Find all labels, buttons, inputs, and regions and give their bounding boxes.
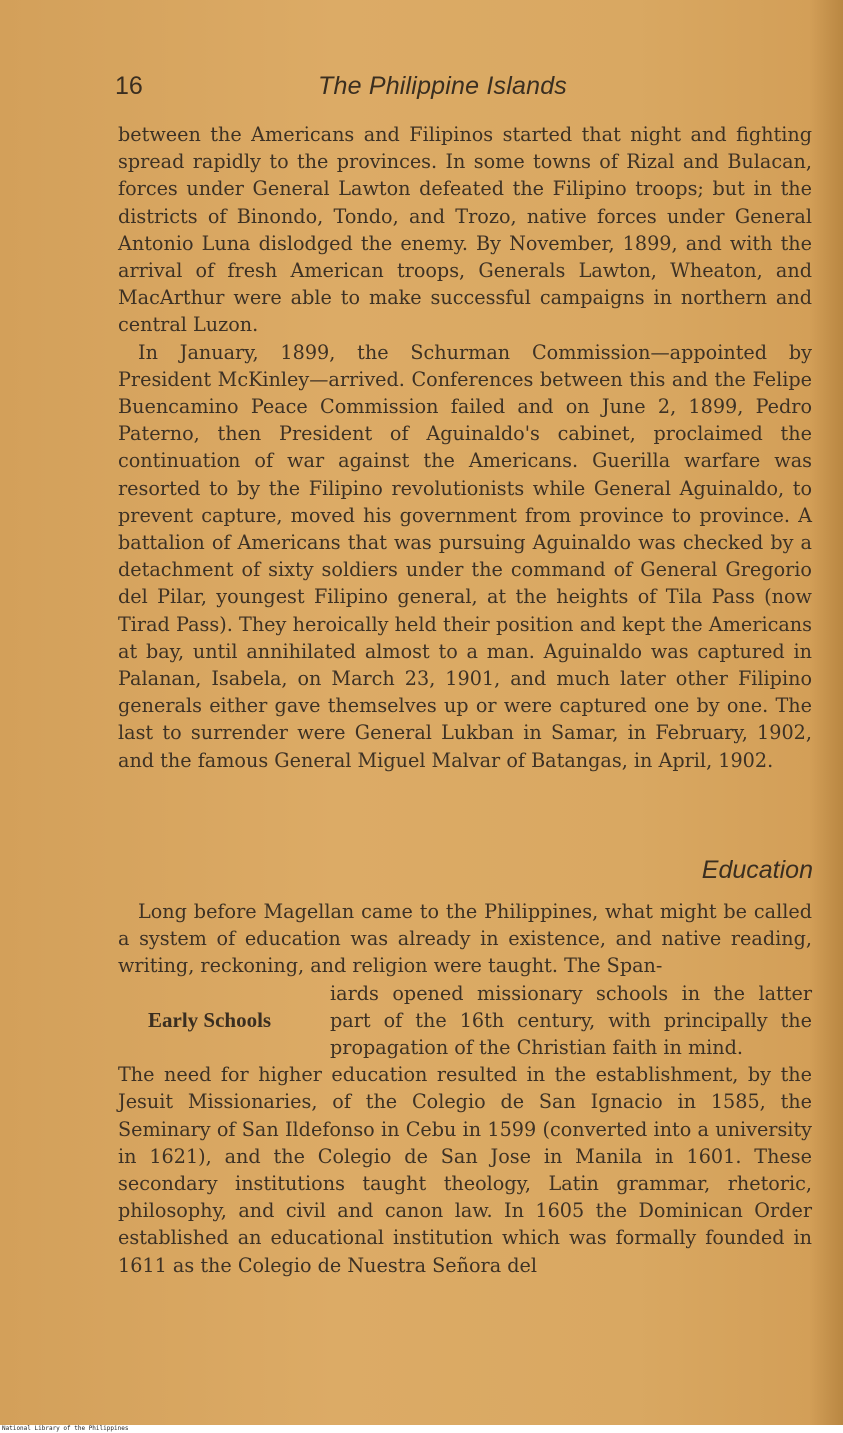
side-heading: Early Schools [148,1007,272,1032]
page-header [0,72,843,108]
paragraph-side-text: iards opened missionary schools in the latter part of the 16th century, with principally the propagation of the Christian faith in mind. [330,981,812,1060]
section-heading: Education [701,856,813,884]
side-heading-row [118,980,812,1062]
page-number: 16 [115,72,143,100]
body-text-top [118,121,812,774]
body-text-education [118,898,812,1279]
paragraph: The need for higher education resulted in the establishment, by the Jesuit Missionaries, of the Colegio de San Ignacio in 1585, the Seminary of San Ildefonso in Cebu in 1599 (converted into a university in 1621), and the Colegio de San Jose in Manila in 1601. These secondary institutions taught theology, Latin grammar, rhetoric, philosophy, and civil and canon law. In 1605 the Dominican Order established an educational institution which was formally founded in 1611 as the Colegio de Nuestra Señora del [118,1063,812,1277]
running-title: The Philippine Islands [318,72,567,100]
paragraph-lead: Long before Magellan came to the Philippines, what might be called a system of education was already in existence, and native reading, writing, reckoning, and religion were taught. The Span- [118,900,812,978]
footer-strip [0,1425,843,1433]
paragraph: In January, 1899, the Schurman Commission—appointed by President McKinley—arrived. Conferences between this and the Felipe Buencamino Peace Commission failed and on June 2, 1899, Pedro Paterno, then President of Aguinaldo's cabinet, proclaimed the continuation of war against the Americans. Guerilla warfare was resorted to by the Filipino revolutionists while General Aguinaldo, to prevent capture, moved his government from province to province. A battalion of Americans that was pursuing Aguinaldo was checked by a detachment of sixty soldiers under the command of General Gregorio del Pilar, youngest Filipino general, at the heights of Tila Pass (now Tirad Pass). They heroically held their position and kept the Americans at bay, until annihilated almost to a man. Aguinaldo was captured in Palanan, Isabela, on March 23, 1901, and much later other Filipino generals either gave themselves up or were captured one by one. The last to surrender were General Lukban in Samar, in February, 1902, and the famous General Miguel Malvar of Batangas, in April, 1902. [118,340,812,772]
paragraph: between the Americans and Filipinos started that night and fighting spread rapidly to the provinces. In some towns of Rizal and Bulacan, forces under General Lawton defeated the Filipino troops; but in the districts of Binondo, Tondo, and Trozo, native forces under General Antonio Luna dislodged the enemy. By November, 1899, and with the arrival of fresh American troops, Generals Lawton, Wheaton, and MacArthur were able to make successful campaigns in northern and central Luzon. [118,123,812,337]
library-credit: National Library of the Philippines [2,1425,129,1432]
